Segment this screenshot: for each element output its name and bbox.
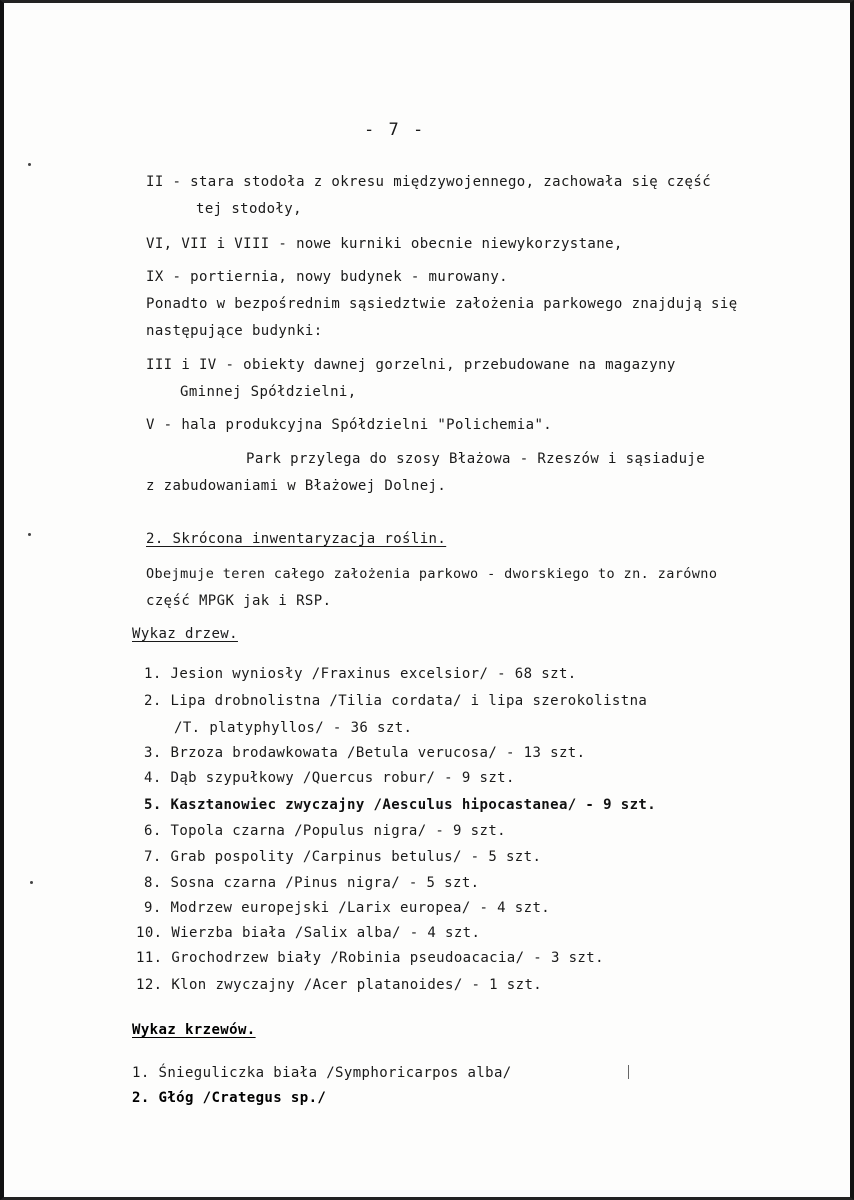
- shrubs-heading: Wykaz krzewów.: [132, 1022, 256, 1038]
- intro-line: z zabudowaniami w Błażowej Dolnej.: [146, 478, 447, 494]
- margin-tick: [628, 1065, 629, 1079]
- page-number: - 7 -: [364, 120, 426, 140]
- margin-speck: [30, 881, 33, 884]
- intro-line: VI, VII i VIII - nowe kurniki obecnie niewykorzystane,: [146, 236, 623, 252]
- intro-line: Park przylega do szosy Błażowa - Rzeszów i sąsiaduje: [246, 451, 706, 467]
- tree-list-item: 6. Topola czarna /Populus nigra/ - 9 szt.: [144, 823, 506, 839]
- tree-list-item: 7. Grab pospolity /Carpinus betulus/ - 5 szt.: [144, 849, 542, 865]
- intro-line: tej stodoły,: [196, 201, 302, 217]
- section-intro-line: część MPGK jak i RSP.: [146, 593, 332, 609]
- tree-list-item: 9. Modrzew europejski /Larix europea/ - 4 szt.: [144, 900, 551, 916]
- intro-line: następujące budynki:: [146, 323, 323, 339]
- tree-list-item: 2. Lipa drobnolistna /Tilia cordata/ i lipa szerokolistna: [144, 693, 648, 709]
- shrub-list-item: 1. Śnieguliczka biała /Symphoricarpos alba/: [132, 1065, 512, 1081]
- margin-speck: [28, 533, 31, 536]
- tree-list-item: 11. Grochodrzew biały /Robinia pseudoacacia/ - 3 szt.: [136, 950, 604, 966]
- section-heading: 2. Skrócona inwentaryzacja roślin.: [146, 531, 447, 547]
- tree-list-item: 1. Jesion wyniosły /Fraxinus excelsior/ - 68 szt.: [144, 666, 577, 682]
- intro-line: Gminnej Spółdzielni,: [180, 384, 357, 400]
- section-intro-line: Obejmuje teren całego założenia parkowo - dworskiego to zn. zarówno: [146, 566, 718, 582]
- tree-list-item: 4. Dąb szypułkowy /Quercus robur/ - 9 szt.: [144, 770, 515, 786]
- intro-line: IX - portiernia, nowy budynek - murowany.: [146, 269, 508, 285]
- trees-heading: Wykaz drzew.: [132, 626, 238, 642]
- shrub-list-item: 2. Głóg /Crategus sp./: [132, 1090, 327, 1106]
- tree-list-item: 10. Wierzba biała /Salix alba/ - 4 szt.: [136, 925, 481, 941]
- tree-list-item: 8. Sosna czarna /Pinus nigra/ - 5 szt.: [144, 875, 480, 891]
- margin-speck: [28, 163, 31, 166]
- tree-list-item: 3. Brzoza brodawkowata /Betula verucosa/ - 13 szt.: [144, 745, 586, 761]
- tree-list-item: 5. Kasztanowiec zwyczajny /Aesculus hipocastanea/ - 9 szt.: [144, 797, 657, 813]
- intro-line: II - stara stodoła z okresu międzywojennego, zachowała się część: [146, 174, 712, 190]
- intro-line: III i IV - obiekty dawnej gorzelni, przebudowane na magazyny: [146, 357, 676, 373]
- tree-list-item: /T. platyphyllos/ - 36 szt.: [174, 720, 413, 736]
- tree-list-item: 12. Klon zwyczajny /Acer platanoides/ - 1 szt.: [136, 977, 543, 993]
- intro-line: Ponadto w bezpośrednim sąsiedztwie założenia parkowego znajdują się: [146, 296, 738, 312]
- intro-line: V - hala produkcyjna Spółdzielni "Polichemia".: [146, 417, 553, 433]
